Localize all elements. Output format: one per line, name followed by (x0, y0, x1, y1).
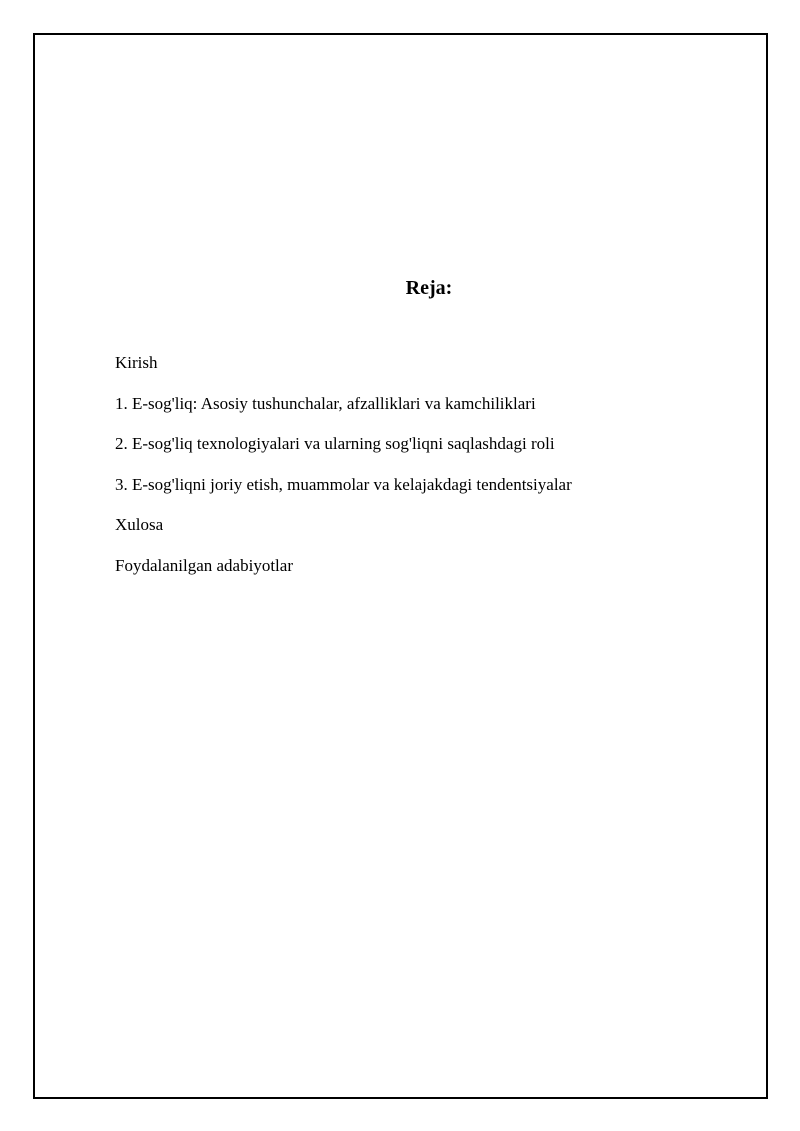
plan-item-introduction: Kirish (115, 353, 158, 372)
plan-list (115, 350, 572, 593)
plan-item-conclusion: Xulosa (115, 515, 164, 534)
plan-item-chapter-3: 3. E-sog'liqni joriy etish, muammolar va kelajakdagi tendentsiyalar (115, 474, 572, 494)
plan-item-references: Foydalanilgan adabiyotlar (115, 555, 293, 575)
page-title: Reja: (405, 277, 453, 299)
plan-item-chapter-2: 2. E-sog'liq texnologiyalari va ularning sog'liqni saqlashdagi roli (115, 434, 555, 453)
plan-item-chapter-1: 1. E-sog'liq: Asosiy tushunchalar, afzalliklari va kamchiliklari (115, 393, 536, 413)
